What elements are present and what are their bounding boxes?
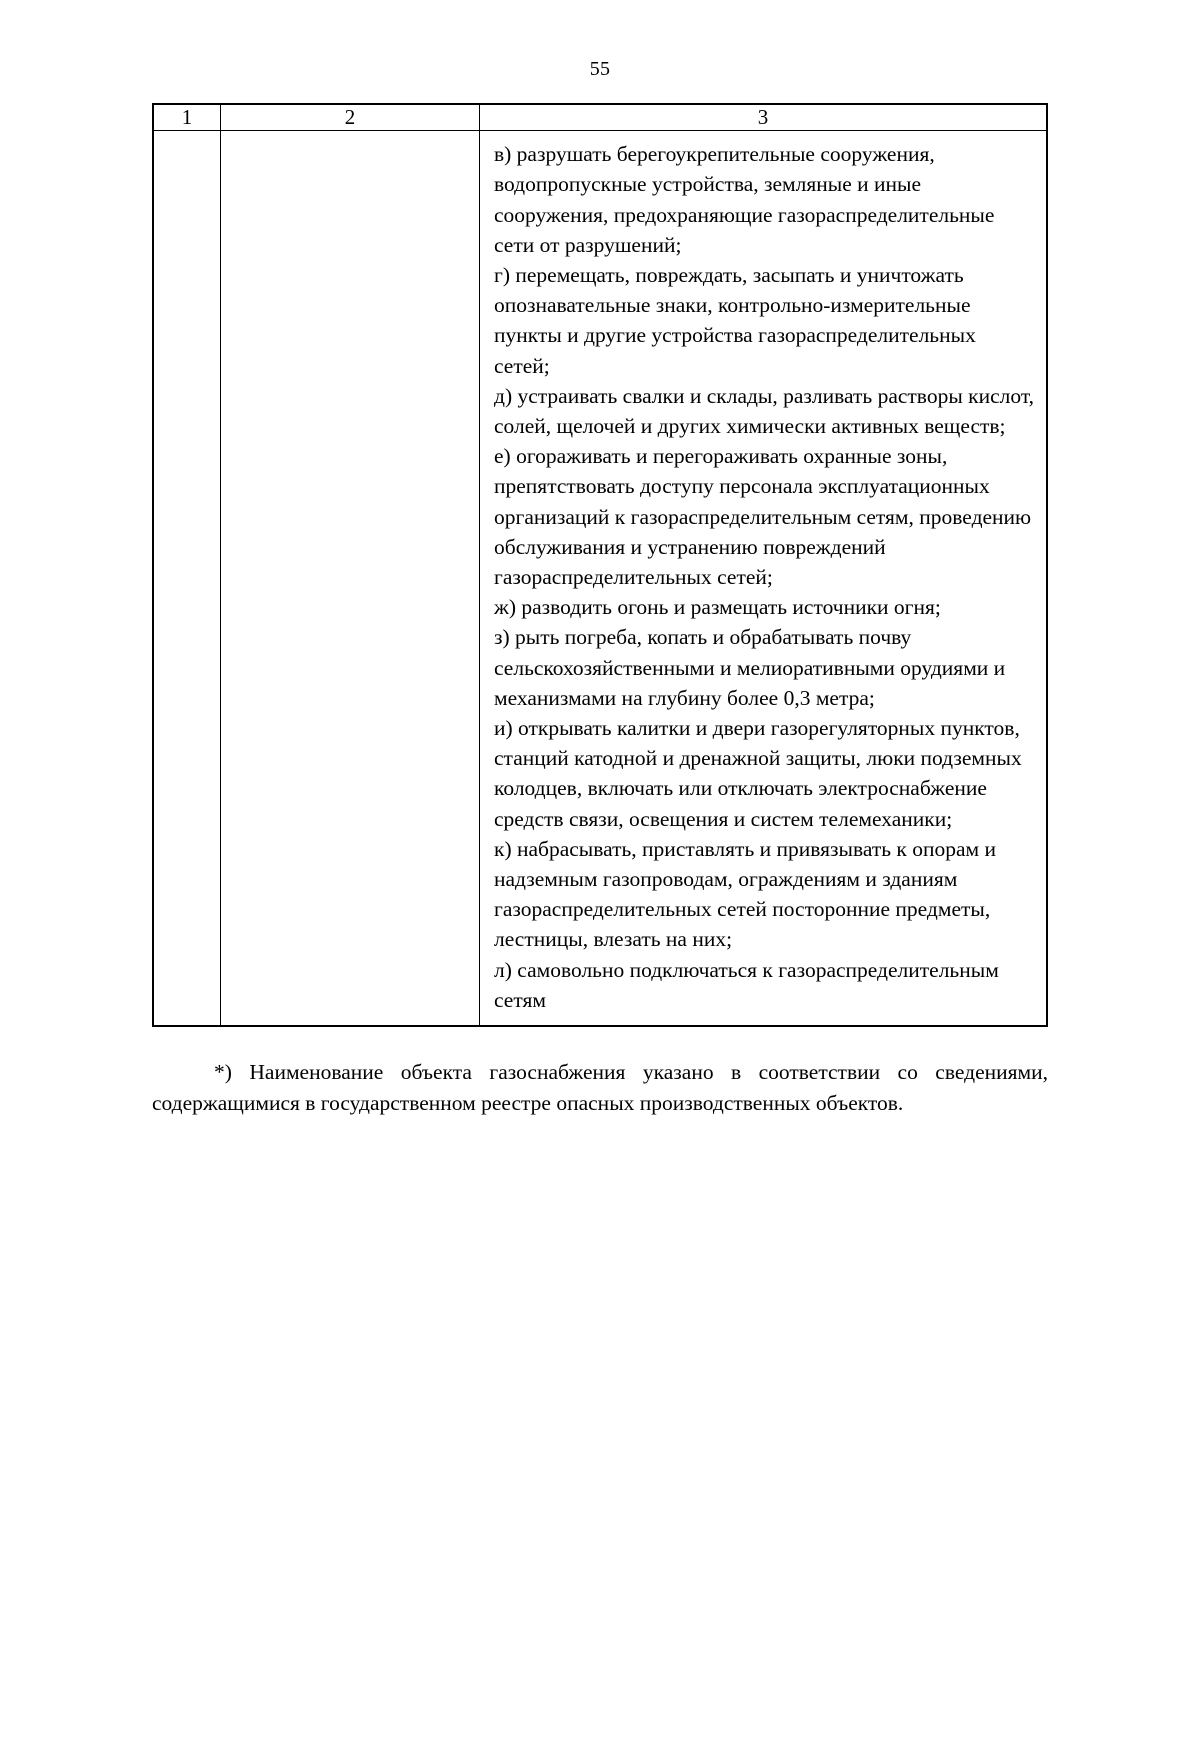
column-header-2: 2: [221, 104, 480, 131]
footnote: [152, 1057, 1048, 1119]
footnote-text: Наименование объекта газоснабжения указано в соответствии со сведениями, содержащимися в государственном реестре опасных производственных объектов.: [152, 1060, 1048, 1116]
restriction-item-g: г) перемещать, повреждать, засыпать и уничтожать опознавательные знаки, контрольно-измерительные пункты и другие устройства газораспределительных сетей;: [494, 263, 976, 378]
column-header-1: 1: [153, 104, 221, 131]
restriction-item-d: д) устраивать свалки и склады, разливать растворы кислот, солей, щелочей и других химически активных веществ;: [494, 383, 1034, 439]
table-header: [153, 104, 1047, 131]
restriction-item-zh: ж) разводить огонь и размещать источники огня;: [494, 595, 941, 620]
requirements-table: [152, 103, 1048, 1027]
table-header-row: [153, 104, 1047, 131]
restriction-item-z: з) рыть погреба, копать и обрабатывать почву сельскохозяйственными и мелиоративными орудиями и механизмами на глубину более 0,3 метра;: [494, 625, 1006, 710]
table-row: [153, 131, 1047, 1026]
cell-column-1: [153, 131, 221, 1026]
column-header-3: 3: [480, 104, 1048, 131]
page-number: 55: [589, 58, 611, 80]
restriction-item-v: в) разрушать берегоукрепительные сооружения, водопропускные устройства, земляные и иные сооружения, предохраняющие газораспределительные сети от разрушений;: [494, 142, 995, 257]
footnote-marker: *): [214, 1060, 232, 1085]
restriction-item-l: л) самовольно подключаться к газораспределительным сетям: [494, 957, 999, 1012]
cell-column-2: [221, 131, 480, 1026]
document-page: [0, 58, 1200, 1749]
restriction-item-e: е) огораживать и перегораживать охранные зоны, препятствовать доступу персонала эксплуатационных организаций к газораспределительным сетям, проведению обслуживания и устранению повреждений газораспределительных сетей;: [494, 444, 1032, 590]
restriction-item-k: к) набрасывать, приставлять и привязывать к опорам и надземным газопроводам, ограждениям и зданиям газораспределительных сетей посторонние предметы, лестницы, влезать на них;: [494, 836, 996, 952]
cell-column-3: [480, 131, 1048, 1026]
table-body: [153, 131, 1047, 1026]
restriction-item-i: и) открывать калитки и двери газорегуляторных пунктов, станций катодной и дренажной защиты, люки подземных колодцев, включать или отключать электроснабжение средств связи, освещения и систем телемеханики;: [494, 716, 1022, 831]
table-container: [152, 103, 1048, 1027]
restrictions-list: [480, 131, 1046, 1025]
